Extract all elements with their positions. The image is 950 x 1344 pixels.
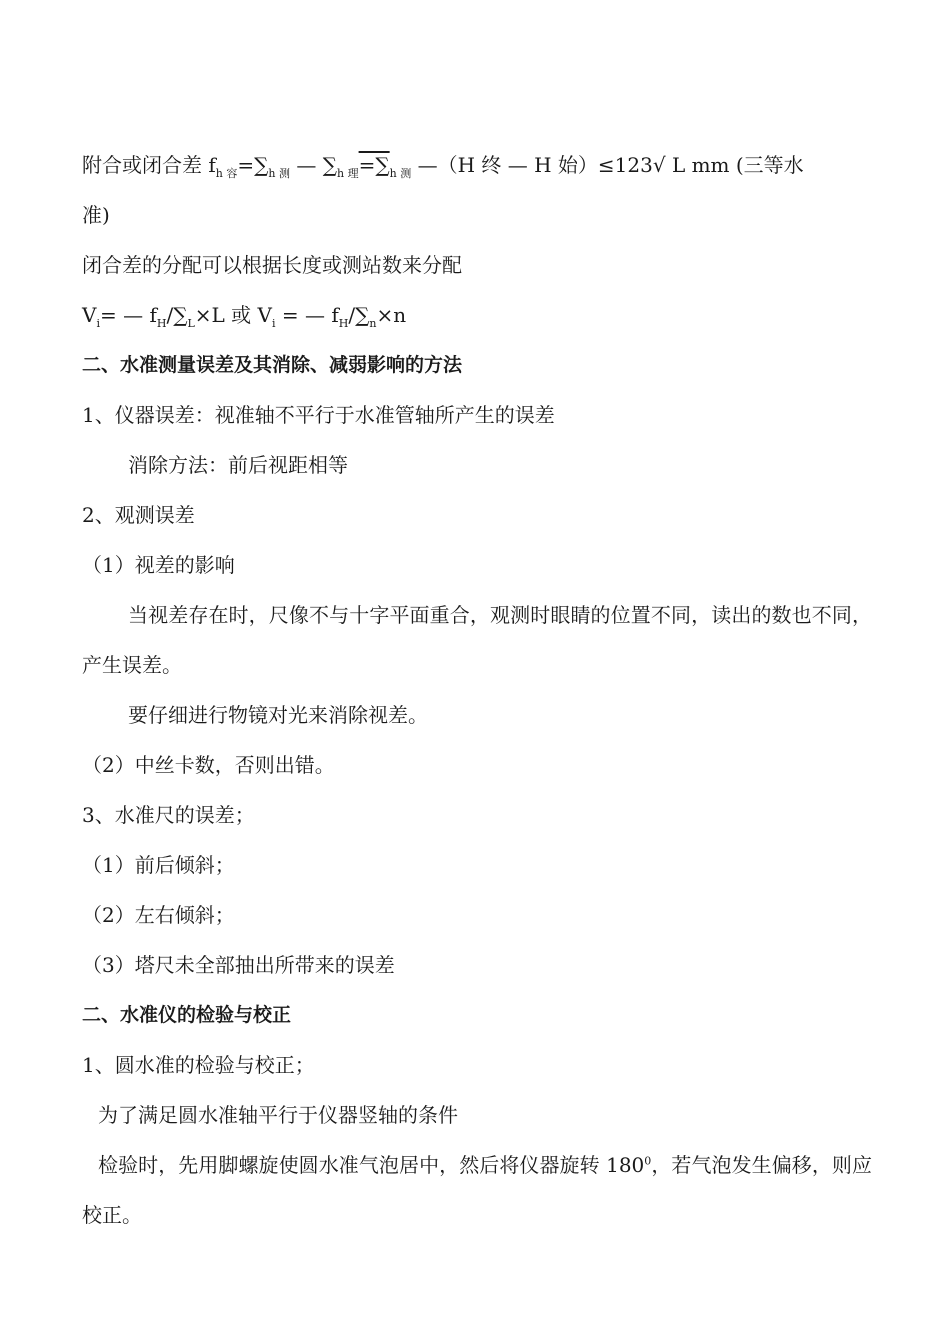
formula-subscript: h 测	[389, 167, 412, 180]
circular-level-item: 1、圆水准的检验与校正；	[82, 1053, 315, 1077]
formula-subscript: i	[271, 317, 276, 330]
middle-wire-item: （2）中丝卡数，否则出错。	[82, 753, 335, 777]
tower-rod-item: （3）塔尺未全部抽出所带来的误差	[82, 953, 395, 977]
check-paragraph	[82, 1140, 872, 1240]
correction-formula	[82, 290, 872, 340]
parallax-item: （1）视差的影响	[82, 553, 235, 577]
observation-error-item: 2、观测误差	[82, 503, 195, 527]
closure-error-formula	[82, 140, 872, 190]
formula-subscript: i	[96, 317, 100, 330]
formula-text: = — f	[275, 303, 339, 327]
formula-text: =∑	[237, 153, 269, 177]
degree-superscript: 0	[644, 1154, 652, 1168]
section-heading-errors: 二、水准测量误差及其消除、减弱影响的方法	[82, 354, 463, 376]
formula-text: ×L 或 V	[194, 303, 272, 327]
formula-text: 3√ L mm (三等水	[640, 153, 804, 177]
parallax-fix: 要仔细进行物镜对光来消除视差。	[128, 703, 428, 727]
rod-error-item: 3、水准尺的误差；	[82, 803, 255, 827]
tilt-left-right-item: （2）左右倾斜；	[82, 903, 235, 927]
distribution-paragraph: 闭合差的分配可以根据长度或测站数来分配	[82, 253, 462, 277]
instrument-error-item: 1、仪器误差：视准轴不平行于水准管轴所产生的误差	[82, 403, 555, 427]
condition-paragraph: 为了满足圆水准轴平行于仪器竖轴的条件	[98, 1103, 458, 1127]
formula-subscript: h 测	[268, 167, 290, 180]
elimination-method: 消除方法：前后视距相等	[128, 453, 348, 477]
formula-subscript: h 理	[337, 167, 359, 180]
document-page	[82, 140, 872, 1240]
tilt-front-back-item: （1）前后倾斜；	[82, 853, 235, 877]
formula-continuation: 准)	[82, 203, 110, 227]
parallax-description	[82, 590, 872, 690]
formula-text: 附合或闭合差 f	[82, 153, 216, 177]
formula-subscript: h 容	[215, 167, 238, 180]
formula-text: /∑	[166, 303, 188, 327]
formula-subscript: H	[156, 317, 167, 330]
paragraph-text: ，若气泡发生偏移，则应校正。	[82, 1153, 872, 1227]
formula-subscript: n	[369, 317, 377, 330]
formula-subscript: H	[338, 317, 349, 330]
paragraph-text: 检验时，先用脚螺旋使圆水准气泡居中，然后将仪器旋转 180	[98, 1153, 645, 1177]
formula-text: ×n	[376, 303, 407, 327]
formula-text: =∑	[358, 153, 390, 177]
formula-text: V	[82, 303, 97, 327]
formula-text: = — f	[99, 303, 157, 327]
formula-text: —（H 终 — H 始）≤12	[411, 153, 641, 177]
formula-subscript: L	[187, 317, 195, 330]
formula-text: /∑	[348, 303, 370, 327]
section-heading-calibration: 二、水准仪的检验与校正	[82, 1004, 292, 1026]
paragraph-text: 当视差存在时，尺像不与十字平面重合，观测时眼睛的位置不同，读出的数也不同，产生误差。	[82, 603, 872, 677]
formula-text: — ∑	[290, 153, 337, 177]
